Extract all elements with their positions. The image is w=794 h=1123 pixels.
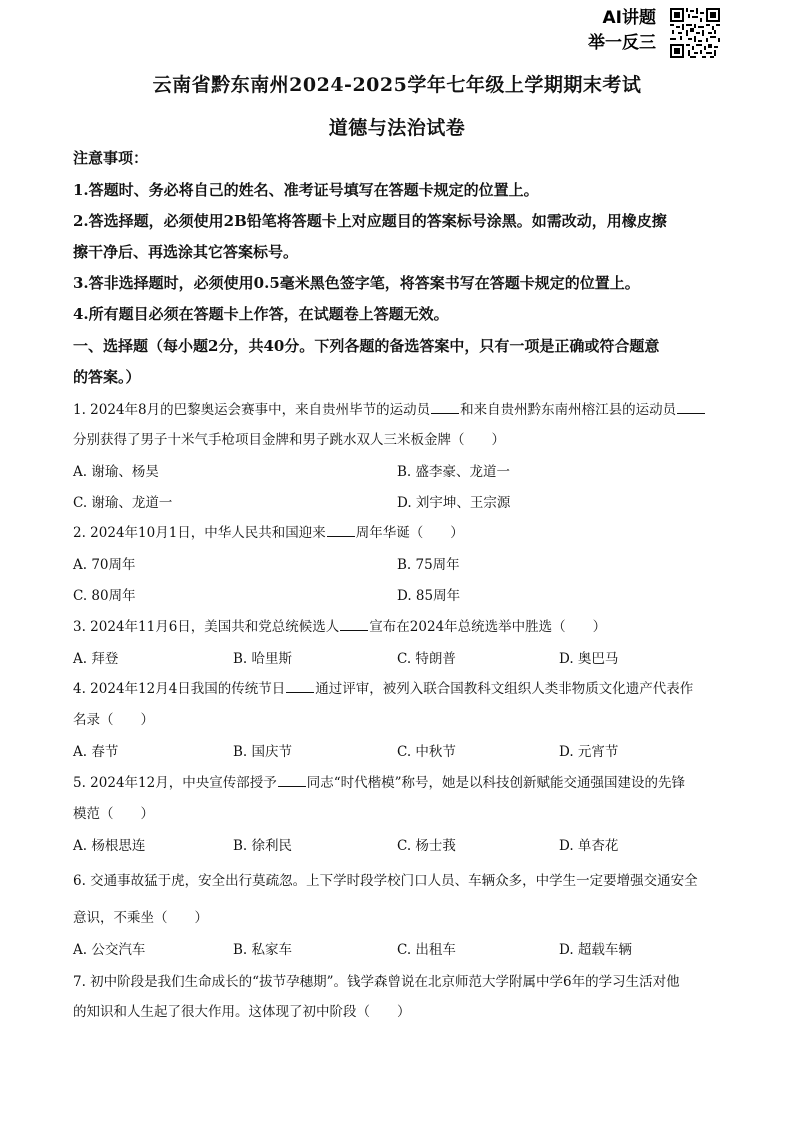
question-text: 4. 2024年12月4日我国的传统节日 (73, 681, 286, 697)
answer-blank (286, 678, 314, 693)
question-text: 同志“时代楷模”称号，她是以科技创新赋能交通强国建设的先锋 (306, 775, 686, 791)
question-text: 和来自贵州黔东南州榕江县的运动员 (460, 402, 677, 418)
option-c: C. 中秋节 (397, 744, 456, 760)
question-6: 6. 交通事故猛于虎，安全出行莫疏忽。上下学时段学校门口人员、车辆众多，中学生一定要增强交通安全 (73, 873, 698, 889)
option-d: D. 奥巴马 (559, 651, 619, 667)
question-2 (73, 518, 724, 549)
question-text: 周年华诞（ ） (355, 525, 464, 541)
option-b: B. 国庆节 (233, 744, 293, 760)
option-a: A. 公交汽车 (73, 942, 146, 958)
notice-heading: 注意事项： (73, 149, 149, 167)
question-5-cont: 模范（ ） (73, 806, 154, 822)
question-text: 通过评审，被列入联合国教科文组织人类非物质文化遗产代表作 (315, 681, 694, 697)
option-a: A. 春节 (73, 744, 119, 760)
option-d: D. 元宵节 (559, 744, 619, 760)
option-a: A. 杨根思连 (73, 838, 146, 854)
question-7-cont: 的知识和人生起了很大作用。这体现了初中阶段（ ） (73, 1004, 411, 1020)
question-1 (73, 395, 724, 426)
option-d: D. 刘宇坤、王宗源 (397, 495, 511, 511)
question-text: 宣布在2024年总统选举中胜选（ ） (369, 619, 607, 635)
notice-item-3: 3.答非选择题时，必须使用0.5毫米黑色签字笔，将答案书写在答题卡规定的位置上。 (73, 274, 640, 292)
option-c: C. 谢瑜、龙道一 (73, 495, 173, 511)
question-5 (73, 768, 724, 799)
question-1-cont: 分别获得了男子十米气手枪项目金牌和男子跳水双人三米板金牌（ ） (73, 432, 505, 448)
question-text: 5. 2024年12月，中央宣传部授予 (73, 775, 277, 791)
option-b: B. 75周年 (397, 557, 460, 573)
notice-item-2-cont: 擦干净后、再选涂其它答案标号。 (73, 243, 299, 261)
answer-blank (327, 522, 355, 537)
option-b: B. 哈里斯 (233, 651, 293, 667)
option-c: C. 特朗普 (397, 651, 456, 667)
option-c: C. 杨士莪 (397, 838, 456, 854)
question-3 (73, 612, 724, 643)
question-7: 7. 初中阶段是我们生命成长的“拔节孕穗期”。钱学森曾说在北京师范大学附属中学6年的学习生活对他 (73, 974, 680, 990)
question-6-cont: 意识，不乘坐（ ） (73, 910, 208, 926)
exam-title: 云南省黔东南州2024-2025学年七年级上学期期末考试 (152, 74, 642, 96)
exam-subtitle: 道德与法治试卷 (328, 117, 466, 139)
option-b: B. 徐利民 (233, 838, 293, 854)
notice-item-2: 2.答选择题，必须使用2B铅笔将答题卡上对应题目的答案标号涂黑。如需改动，用橡皮擦 (73, 212, 667, 230)
option-a: A. 70周年 (73, 557, 136, 573)
question-4-cont: 名录（ ） (73, 712, 154, 728)
section-heading: 一、选择题（每小题2分，共40分。下列各题的备选答案中，只有一项是正确或符合题意 (73, 337, 660, 355)
option-a: A. 拜登 (73, 651, 119, 667)
question-text: 1. 2024年8月的巴黎奥运会赛事中，来自贵州毕节的运动员 (73, 402, 431, 418)
answer-blank (278, 772, 306, 787)
option-c: C. 出租车 (397, 942, 456, 958)
option-b: B. 私家车 (233, 942, 293, 958)
answer-blank (340, 616, 368, 631)
badge-line2: 举一反三 (588, 33, 656, 53)
badge-text (570, 6, 656, 56)
option-c: C. 80周年 (73, 588, 136, 604)
answer-blank (677, 399, 705, 414)
section-heading-cont: 的答案。） (73, 368, 141, 386)
question-text: 2. 2024年10月1日，中华人民共和国迎来 (73, 525, 326, 541)
option-d: D. 单杏花 (559, 838, 619, 854)
option-d: D. 85周年 (397, 588, 461, 604)
qr-code-icon (670, 8, 720, 58)
question-4 (73, 674, 724, 705)
option-d: D. 超载车辆 (559, 942, 632, 958)
option-b: B. 盛李豪、龙道一 (397, 464, 511, 480)
ai-badge (570, 6, 720, 58)
answer-blank (431, 399, 459, 414)
option-a: A. 谢瑜、杨昊 (73, 464, 159, 480)
question-text: 3. 2024年11月6日，美国共和党总统候选人 (73, 619, 340, 635)
notice-item-4: 4.所有题目必须在答题卡上作答，在试题卷上答题无效。 (73, 305, 449, 323)
notice-item-1: 1.答题时、务必将自己的姓名、准考证号填写在答题卡规定的位置上。 (73, 181, 539, 199)
badge-line1: AI讲题 (602, 8, 656, 28)
